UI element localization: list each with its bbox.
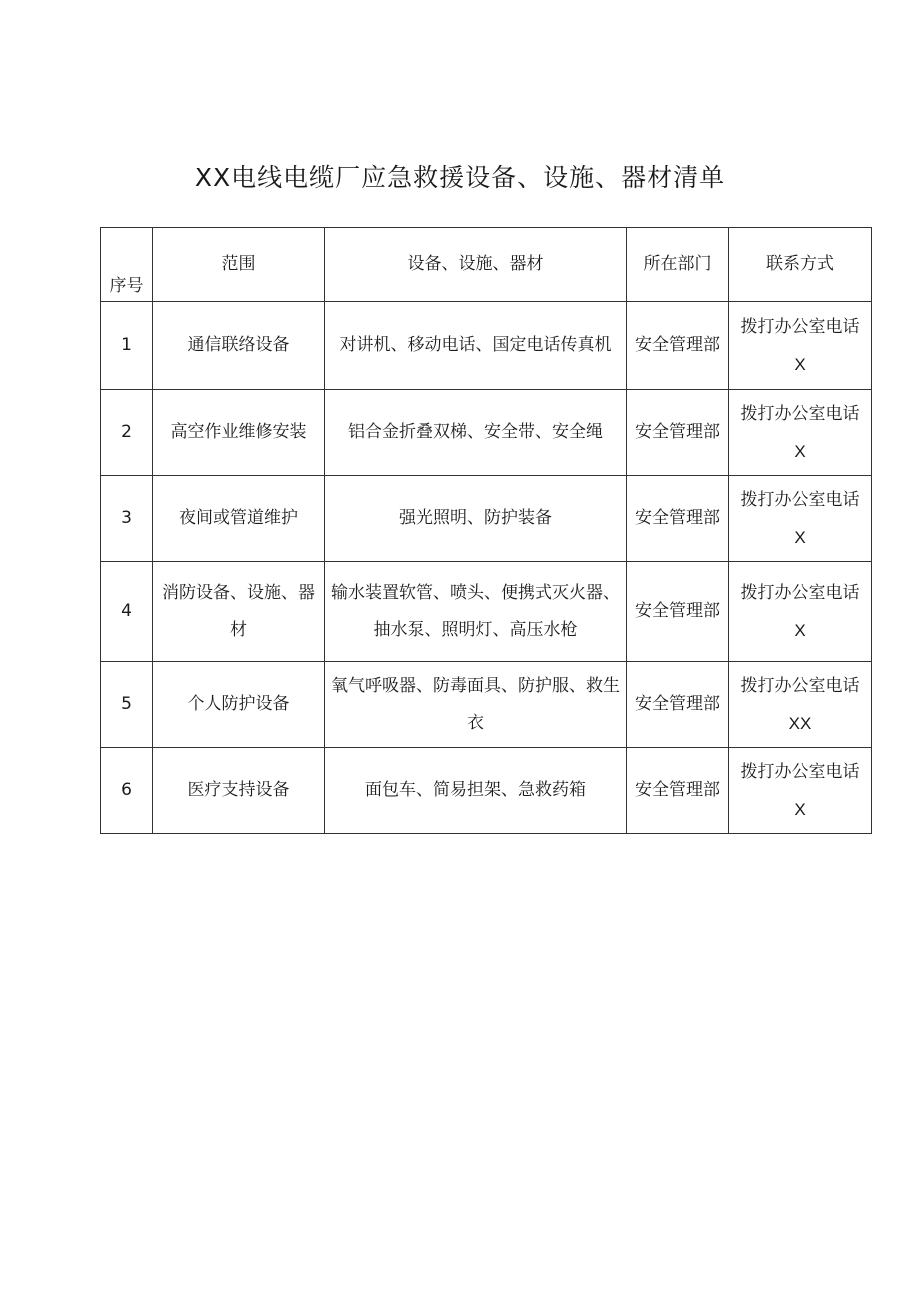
row-seq: 5 — [101, 662, 153, 748]
row-seq: 1 — [101, 302, 153, 390]
row-contact — [729, 562, 872, 662]
row-scope: 消防设备、设施、器材 — [153, 562, 325, 662]
contact-value: X — [794, 441, 806, 461]
contact-text: 拨打办公室电话 — [740, 761, 860, 782]
table-header-row — [101, 228, 872, 302]
row-department: 安全管理部 — [627, 476, 729, 562]
row-contact — [729, 476, 872, 562]
row-seq: 6 — [101, 748, 153, 834]
header-department: 所在部门 — [627, 228, 729, 302]
contact-text: 拨打办公室电话 — [740, 403, 860, 424]
header-scope: 范围 — [153, 228, 325, 302]
row-seq: 4 — [101, 562, 153, 662]
table-row — [101, 476, 872, 562]
contact-text: 拨打办公室电话 — [740, 489, 860, 510]
row-seq: 2 — [101, 390, 153, 476]
row-department: 安全管理部 — [627, 302, 729, 390]
table-row — [101, 302, 872, 390]
row-scope: 高空作业维修安装 — [153, 390, 325, 476]
header-contact: 联系方式 — [729, 228, 872, 302]
row-seq: 3 — [101, 476, 153, 562]
row-contact — [729, 662, 872, 748]
row-scope: 夜间或管道维护 — [153, 476, 325, 562]
row-equipment: 氧气呼吸器、防毒面具、防护服、救生衣 — [325, 662, 627, 748]
row-equipment: 对讲机、移动电话、国定电话传真机 — [325, 302, 627, 390]
document-title: XX电线电缆厂应急救援设备、设施、器材清单 — [194, 163, 726, 192]
table-row — [101, 562, 872, 662]
row-contact — [729, 748, 872, 834]
row-scope: 医疗支持设备 — [153, 748, 325, 834]
row-equipment: 输水装置软管、喷头、便携式灭火器、抽水泵、照明灯、高压水枪 — [325, 562, 627, 662]
row-department: 安全管理部 — [627, 390, 729, 476]
contact-value: X — [794, 799, 806, 819]
row-department: 安全管理部 — [627, 562, 729, 662]
row-equipment: 面包车、简易担架、急救药箱 — [325, 748, 627, 834]
header-equipment: 设备、设施、器材 — [325, 228, 627, 302]
row-equipment: 铝合金折叠双梯、安全带、安全绳 — [325, 390, 627, 476]
row-department: 安全管理部 — [627, 662, 729, 748]
equipment-table — [100, 227, 872, 834]
contact-value: XX — [788, 713, 812, 733]
header-seq: 序号 — [101, 228, 153, 302]
contact-text: 拨打办公室电话 — [740, 316, 860, 337]
row-scope: 通信联络设备 — [153, 302, 325, 390]
row-department: 安全管理部 — [627, 748, 729, 834]
row-scope: 个人防护设备 — [153, 662, 325, 748]
contact-value: X — [794, 527, 806, 547]
contact-value: X — [794, 354, 806, 374]
contact-text: 拨打办公室电话 — [740, 582, 860, 603]
contact-value: X — [794, 620, 806, 640]
contact-text: 拨打办公室电话 — [740, 675, 860, 696]
row-contact — [729, 302, 872, 390]
table-row — [101, 748, 872, 834]
table-row — [101, 390, 872, 476]
row-contact — [729, 390, 872, 476]
row-equipment: 强光照明、防护装备 — [325, 476, 627, 562]
table-row — [101, 662, 872, 748]
